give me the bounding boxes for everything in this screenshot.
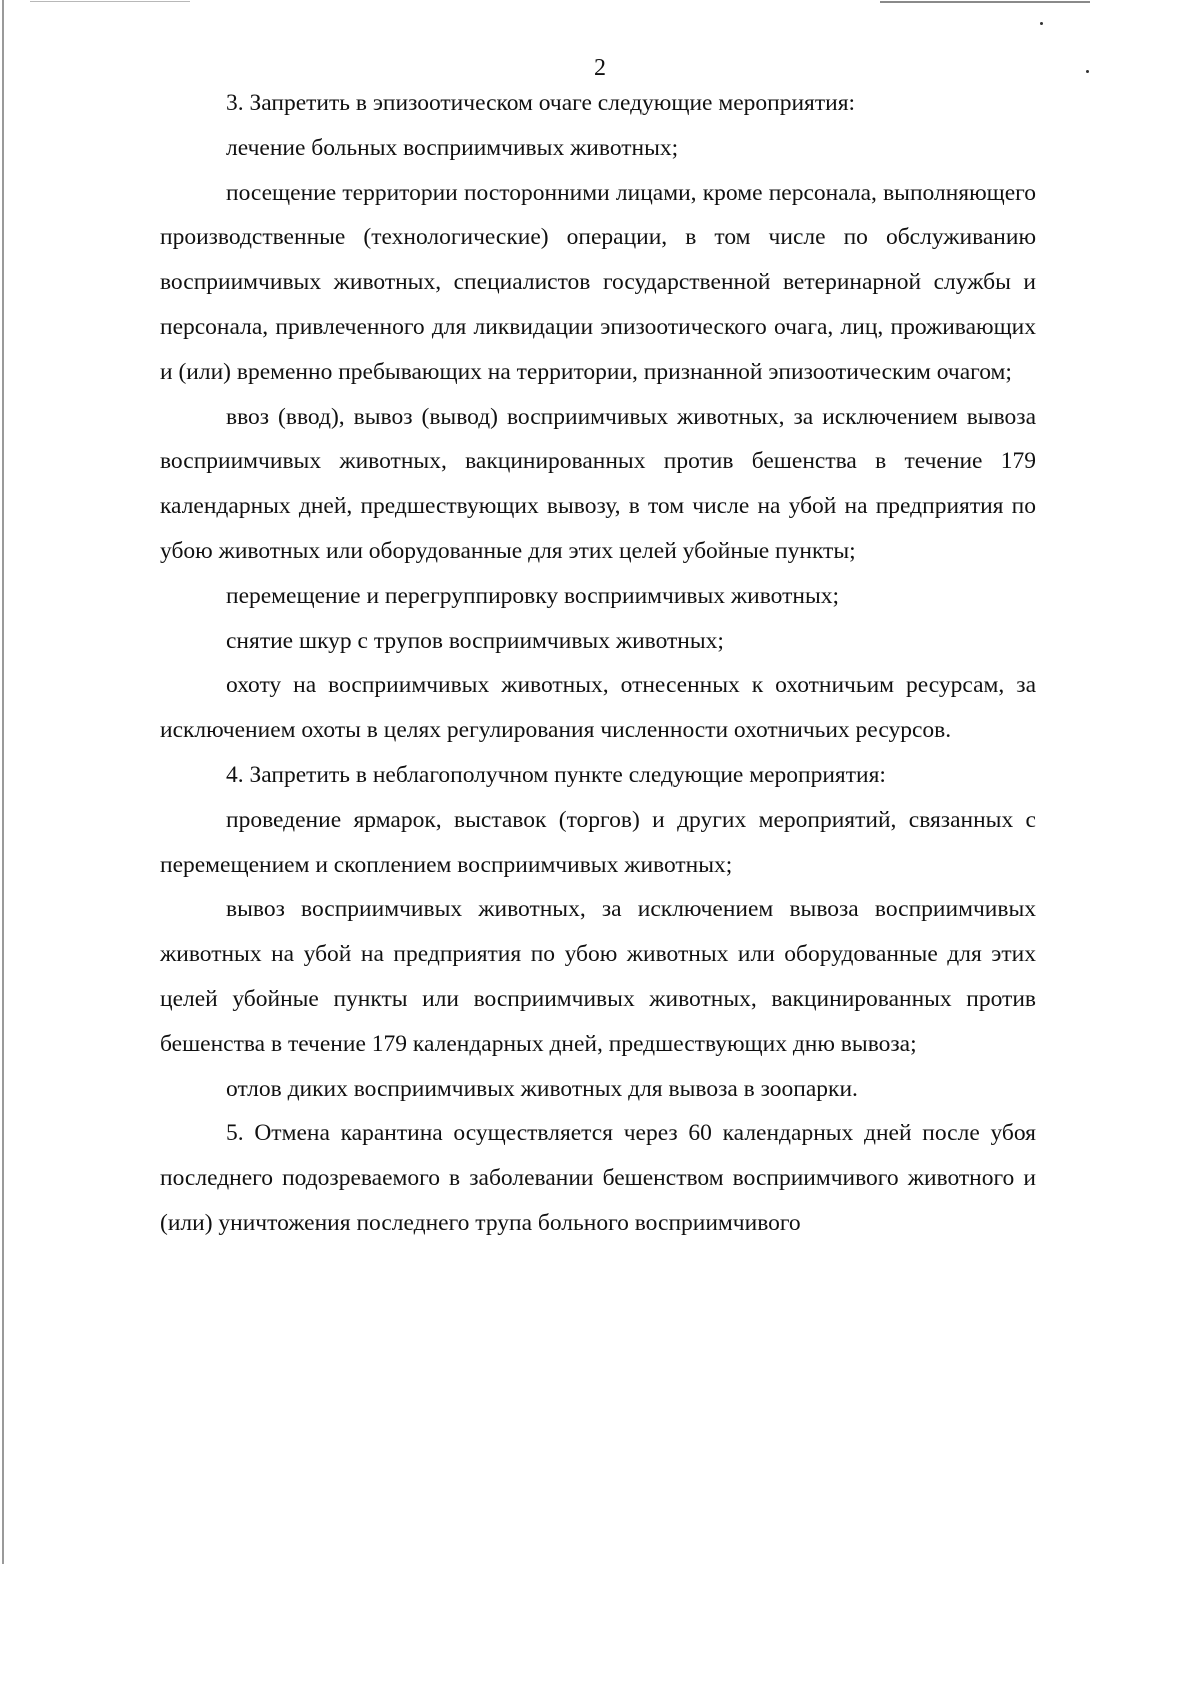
document-body xyxy=(160,81,1036,1246)
paragraph-regrouping-ban: перемещение и перегруппировку восприимчивых животных; xyxy=(226,582,840,609)
paragraph-visit-ban: посещение территории посторонними лицами, кроме персонала, выполняющего производственные (технологические) операции, в том числе по обслуживанию восприимчивых животных, специалистов государственной ветеринарной службы и персонала, привлеченного для ликвидации эпизоотического очага, лиц, проживающих и (или) временно пребывающих на территории, признанной эпизоотическим очагом; xyxy=(160,179,1036,385)
paragraph-import-export-ban: ввоз (ввод), вывоз (вывод) восприимчивых животных, за исключением вывоза восприимчивых животных, вакцинированных против бешенства в течение 179 календарных дней, предшествующих вывозу, в том числе на убой на предприятия по убою животных или оборудованные для этих целей убойные пункты; xyxy=(160,403,1036,564)
paragraph-item-5-quarantine-lift: 5. Отмена карантина осуществляется через 60 календарных дней после убоя последнего подозреваемого в заболевании бешенством восприимчивого животного и (или) уничтожения последнего трупа больного восприимчивого xyxy=(160,1120,1036,1236)
scan-speck xyxy=(1086,70,1089,73)
paragraph-item-3-heading: 3. Запретить в эпизоотическом очаге следующие мероприятия: xyxy=(226,90,856,116)
paragraph-treatment-ban: лечение больных восприимчивых животных; xyxy=(226,134,679,161)
scan-speck xyxy=(1040,22,1043,25)
paragraph-item-4-heading: 4. Запретить в неблагополучном пункте следующие мероприятия: xyxy=(226,761,886,788)
paragraph-fairs-ban: проведение ярмарок, выставок (торгов) и других мероприятий, связанных с перемещением и скоплением восприимчивых животных; xyxy=(160,806,1036,878)
paragraph-skinning-ban: снятие шкур с трупов восприимчивых животных; xyxy=(226,627,724,654)
scan-top-line xyxy=(880,1,1090,3)
page-number: 2 xyxy=(594,55,606,81)
paragraph-capture-ban: отлов диких восприимчивых животных для вывоза в зоопарки. xyxy=(226,1075,858,1102)
scan-left-border xyxy=(2,0,4,1564)
paragraph-hunting-ban: охоту на восприимчивых животных, отнесенных к охотничьим ресурсам, за исключением охоты в целях регулирования численности охотничьих ресурсов. xyxy=(160,672,1036,744)
scan-top-line-left xyxy=(30,1,190,2)
paragraph-export-ban: вывоз восприимчивых животных, за исключением вывоза восприимчивых животных на убой на предприятия по убою животных или оборудованные для этих целей убойные пункты или восприимчивых животных, вакцинированных против бешенства в течение 179 календарных дней, предшествующих дню вывоза; xyxy=(160,896,1036,1057)
